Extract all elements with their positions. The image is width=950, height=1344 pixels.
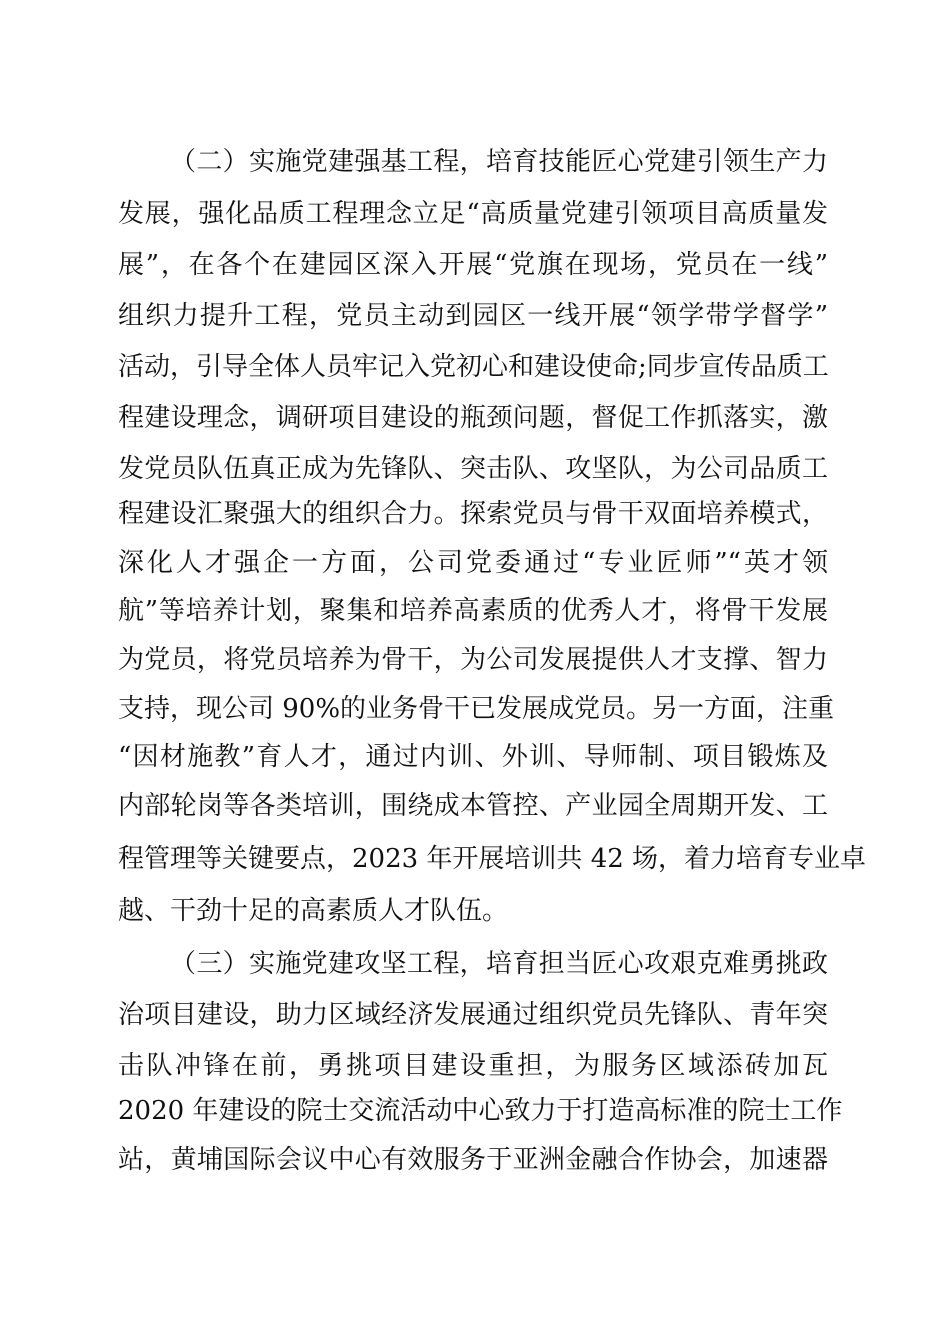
- text-line: 越、干劲十足的高素质人才队伍。: [118, 896, 509, 926]
- text-line: 发党员队伍真正成为先锋队、突击队、攻坚队，为公司品质工: [118, 454, 828, 484]
- text-line: 为党员，将党员培养为骨干，为公司发展提供人才支撑、智力: [118, 645, 828, 675]
- text-line: 程建设汇聚强大的组织合力。探索党员与骨干双面培养模式，: [118, 499, 828, 529]
- text-line: 支持，现公司 90%的业务骨干已发展成党员。另一方面，注重: [118, 694, 835, 724]
- text-line: 内部轮岗等各类培训，围绕成本管控、产业园全周期开发、工: [118, 791, 828, 821]
- text-line: “因材施教”育人才，通过内训、外训、导师制、项目锻炼及: [118, 742, 828, 772]
- text-line: （二）实施党建强基工程，培育技能匠心党建引领生产力: [170, 147, 828, 177]
- text-line: 程管理等关键要点，2023 年开展培训共 42 场，着力培育专业卓: [118, 844, 867, 874]
- text-line: 组织力提升工程，党员主动到园区一线开展“领学带学督学”: [118, 301, 828, 331]
- text-line: 2020 年建设的院士交流活动中心致力于打造高标准的院士工作: [118, 1096, 843, 1126]
- text-line: 活动，引导全体人员牢记入党初心和建设使命;同步宣传品质工: [118, 352, 829, 382]
- text-line: 深化人才强企一方面，公司党委通过“专业匠师”“英才领: [118, 548, 828, 578]
- text-line: 航”等培养计划，聚集和培养高素质的优秀人才，将骨干发展: [118, 596, 828, 626]
- text-line: 击队冲锋在前，勇挑项目建设重担，为服务区域添砖加瓦: [118, 1051, 828, 1081]
- text-line: （三）实施党建攻坚工程，培育担当匠心攻艰克难勇挑政: [170, 949, 828, 979]
- text-line: 站，黄埔国际会议中心有效服务于亚洲金融合作协会，加速器: [118, 1145, 828, 1175]
- text-line: 展”，在各个在建园区深入开展“党旗在现场，党员在一线”: [118, 250, 828, 280]
- text-line: 治项目建设，助力区域经济发展通过组织党员先锋队、青年突: [118, 1000, 828, 1030]
- text-line: 发展，强化品质工程理念立足“高质量党建引领项目高质量发: [118, 199, 828, 229]
- text-line: 程建设理念，调研项目建设的瓶颈问题，督促工作抓落实，激: [118, 403, 828, 433]
